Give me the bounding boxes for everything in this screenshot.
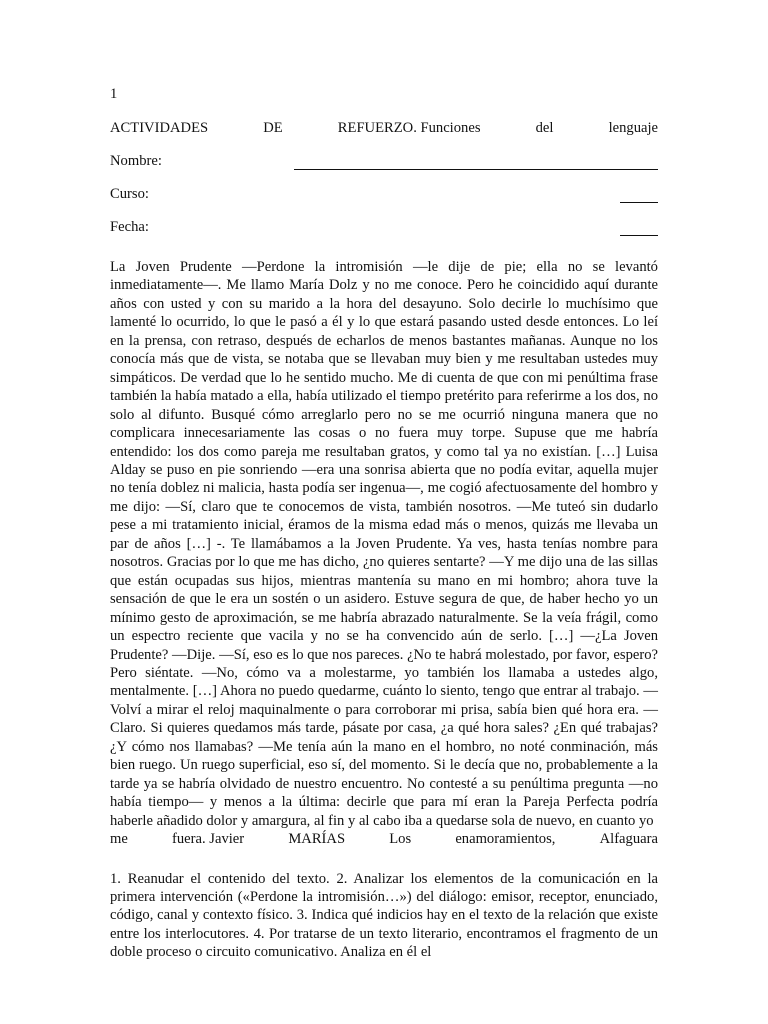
title-word: del	[535, 120, 554, 136]
title-word: lenguaje	[608, 120, 658, 136]
title-word: REFUERZO. Funciones	[337, 120, 481, 136]
curso-field	[110, 185, 658, 203]
passage-body: —Perdone la intromisión —le dije de pie; ella no se levantó inmediatamente—. Me llamo María Dolz y no me conoce. Pero he coincidido aquí durante años con usted y con su marido a la hora del desayuno. Solo decirle lo muchísimo que lamenté lo ocurrido, lo que le pasó a él y lo que estará pasando usted desde entonces. Lo leí en la prensa, con retraso, después de echarlos de menos bastantes mañanas. Aunque no los conocía más que de vista, se notaba que se llevaban muy bien y me resultaban ustedes muy simpáticos. De verdad que lo he sentido mucho. Me di cuenta de que con mi penúltima frase también la había matado a ella, había utilizado el tiempo pretérito para referirme a los dos, no solo al difunto. Busqué cómo arreglarlo pero no se me ocurrió ninguna manera que no complicara innecesariamente las cosas o no fuera muy torpe. Supuse que me habría entendido: los dos como pareja me resultaban gratos, y como tal ya no existían. […] Luisa Alday se puso en pie sonriendo —era una sonrisa abierta que no podía evitar, aquella mujer no tenía doblez ni malicia, hasta podía ser ingenua—, me cogió afectuosamente del hombro y me dijo: —Sí, claro que te conocemos de vista, también nosotros. —Me tuteó sin dudarlo pese a mi tratamiento inicial, éramos de la misma edad más o menos, quizás me llevaba un par de años […] -. Te llamábamos a la Joven Prudente. Ya ves, hasta tenías nombre para nosotros. Gracias por lo que me has dicho, ¿no quieres sentarte? —Y me dijo una de las sillas que están ocupadas sus hijos, mientras mantenía su mano en mi hombro; ahora tuve la sensación de que le era un sostén o un asidero. Estuve segura de que, de haber hecho yo un mínimo gesto de aproximación, se me habría abrazado naturalmente. Se la veía frágil, como un espectro reciente que vacila y no se ha convencido aún de serlo. […] —¿La Joven Prudente? —Dije. —Sí, eso es lo que nos pareces. ¿No te habrá molestado, por favor, espero? Pero siéntate. —No, cómo va a molestarme, yo también los llamaba a ustedes algo, mentalmente. […] Ahora no puedo quedarme, cuánto lo siento, tengo que entrar al trabajo. —Volví a mirar el reloj maquinalmente o para corroborar mi prisa, sabía bien qué hora era. —Claro. Si quieres quedamos más tarde, pásate por casa, ¿a qué hora sales? ¿En qué trabajas? ¿Y cómo nos llamabas? —Me tenía aún la mano en el hombro, no noté conminación, más bien ruego. Un ruego superficial, eso sí, del momento. Si le decía que no, probablemente a la tarde ya se habría olvidado de nuestro encuentro. No contesté a su penúltima pregunta —no había tiempo— y menos a la última: decirle que para mí eran la Pareja Perfecta podría haberle añadido dolor y amargura, al fin y al cabo iba a quedarse sola de nuevo, en cuanto yo	[110, 259, 658, 829]
reading-passage	[110, 258, 658, 849]
passage-title: La Joven Prudente	[110, 259, 232, 275]
document-page	[110, 85, 658, 962]
curso-blank-line[interactable]	[620, 188, 658, 203]
closing-word: fuera. Javier	[172, 831, 245, 848]
nombre-label: Nombre:	[110, 153, 162, 169]
fecha-label: Fecha:	[110, 219, 149, 235]
nombre-field	[110, 152, 658, 170]
closing-word: enamoramientos,	[455, 831, 556, 848]
title-word: DE	[263, 120, 283, 136]
closing-word: MARÍAS	[288, 831, 346, 848]
nombre-blank-line[interactable]	[294, 155, 658, 170]
questions-paragraph: 1. Reanudar el contenido del texto. 2. Analizar los elementos de la comunicación en la primera intervención («Perdone la intromisión…») del diálogo: emisor, receptor, enunciado, código, canal y contexto físico. 3. Indica qué indicios hay en el texto de la relación que existe entre los interlocutores. 4. Por tratarse de un texto literario, encontramos el fragmento de un doble proceso o circuito comunicativo. Analiza en él el	[110, 870, 658, 961]
closing-word: Los	[389, 831, 412, 848]
fecha-blank-line[interactable]	[620, 221, 658, 236]
title-word: ACTIVIDADES	[110, 120, 209, 136]
closing-word: me	[110, 831, 128, 848]
curso-label: Curso:	[110, 186, 149, 202]
fecha-field	[110, 218, 658, 236]
worksheet-title	[110, 119, 658, 137]
passage-closing-line	[110, 830, 658, 848]
closing-word: Alfaguara	[599, 831, 658, 848]
page-number: 1	[110, 86, 118, 102]
